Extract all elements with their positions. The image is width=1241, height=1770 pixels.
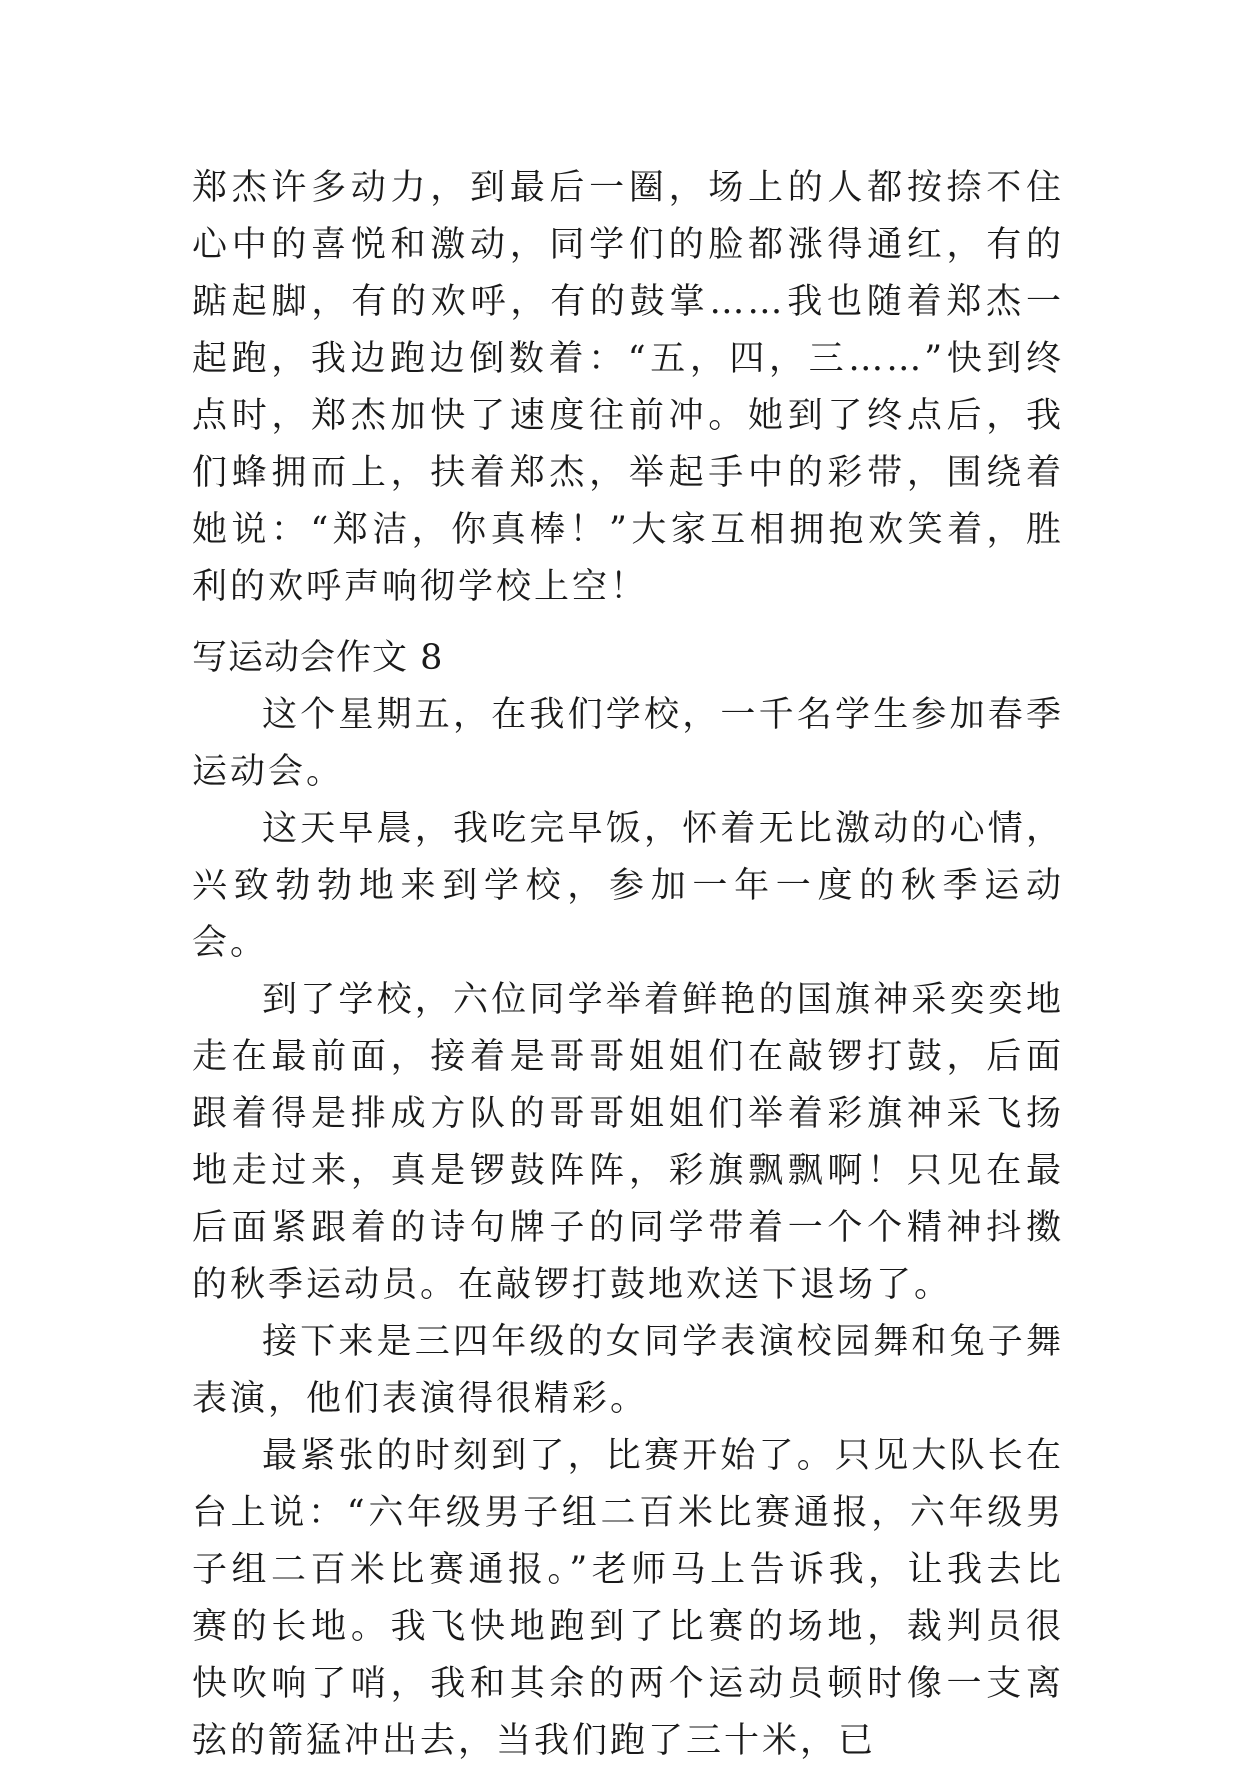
essay-paragraph-4: 接下来是三四年级的女同学表演校园舞和兔子舞表演，他们表演得很精彩。 [192,1322,1064,1419]
essay-paragraph-5: 最紧张的时刻到了，比赛开始了。只见大队长在台上说：“六年级男子组二百米比赛通报，六年级男子组二百米比赛通报。”老师马上告诉我，让我去比赛的长地。我飞快地跑到了比赛的场地，裁判员很快吹响了哨，我和其余的两个运动员顿时像一支离弦的箭猛冲出去，当我们跑了三十米，已 [192,1436,1064,1761]
continuation-paragraph: 郑杰许多动力，到最后一圈，场上的人都按捺不住心中的喜悦和激动，同学们的脸都涨得通红，有的踮起脚，有的欢呼，有的鼓掌……我也随着郑杰一起跑，我边跑边倒数着：“五，四，三……”快到终点时，郑杰加快了速度往前冲。她到了终点后，我们蜂拥而上，扶着郑杰，举起手中的彩带，围绕着她说：“郑洁，你真棒！”大家互相拥抱欢笑着，胜利的欢呼声响彻学校上空！ [192,168,1064,607]
essay-title: 写运动会作文 8 [192,638,444,678]
essay-paragraph-3: 到了学校，六位同学举着鲜艳的国旗神采奕奕地走在最前面，接着是哥哥姐姐们在敲锣打鼓，后面跟着得是排成方队的哥哥姐姐们举着彩旗神采飞扬地走过来，真是锣鼓阵阵，彩旗飘飘啊！只见在最后面紧跟着的诗句牌子的同学带着一个个精神抖擞的秋季运动员。在敲锣打鼓地欢送下退场了。 [192,980,1064,1305]
essay-section [192,630,1064,1770]
essay-paragraph-2: 这天早晨，我吃完早饭，怀着无比激动的心情，兴致勃勃地来到学校，参加一年一度的秋季运动会。 [192,809,1064,963]
continuation-section [192,160,1064,616]
essay-paragraph-1: 这个星期五，在我们学校，一千名学生参加春季运动会。 [192,695,1064,792]
